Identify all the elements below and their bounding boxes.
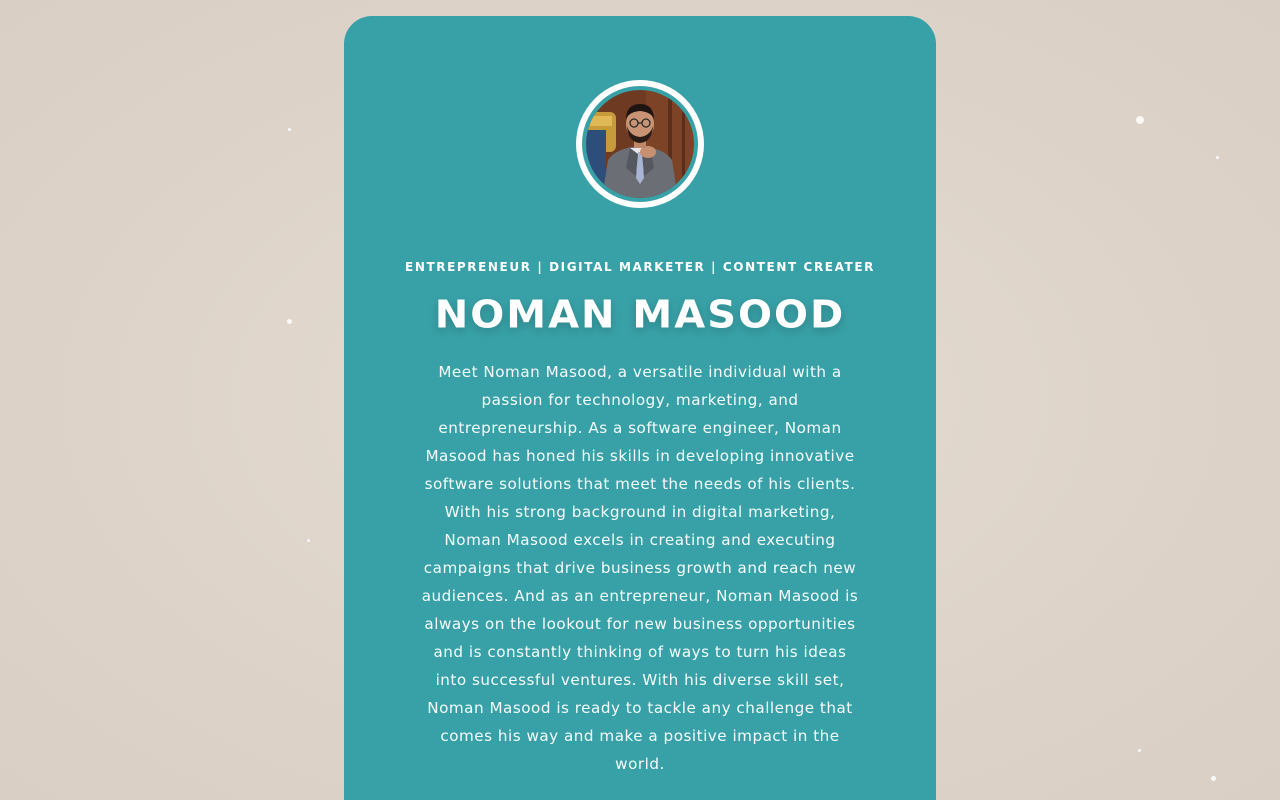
profile-name: NOMAN MASOOD [434, 293, 846, 337]
background-sparkle [1216, 156, 1219, 159]
avatar-frame [582, 86, 698, 202]
background-sparkle [307, 539, 310, 542]
background-sparkle [287, 319, 292, 324]
profile-bio: Meet Noman Masood, a versatile individual with a passion for technology, marketing, and entrepreneurship. As a software engineer, Noman Masood has honed his skills in developing innovative software solutions that meet the needs of his clients. With his strong background in digital marketing, Noman Masood excels in creating and executing campaigns that drive business growth and reach new audiences. And as an entrepreneur, Noman Masood is always on the lookout for new business opportunities and is constantly thinking of ways to turn his ideas into successful ventures. With his diverse skill set, Noman Masood is ready to tackle any challenge that comes his way and make a positive impact in the world. [421, 363, 859, 773]
profile-card [344, 16, 936, 800]
background-sparkle [1211, 776, 1216, 781]
avatar [576, 80, 704, 208]
background-sparkle [288, 128, 291, 131]
profile-photo-icon [586, 90, 694, 198]
background-sparkle [1138, 749, 1141, 752]
profile-roles: ENTREPRENEUR | DIGITAL MARKETER | CONTENT CREATER [405, 260, 875, 274]
background-sparkle [1136, 116, 1144, 124]
